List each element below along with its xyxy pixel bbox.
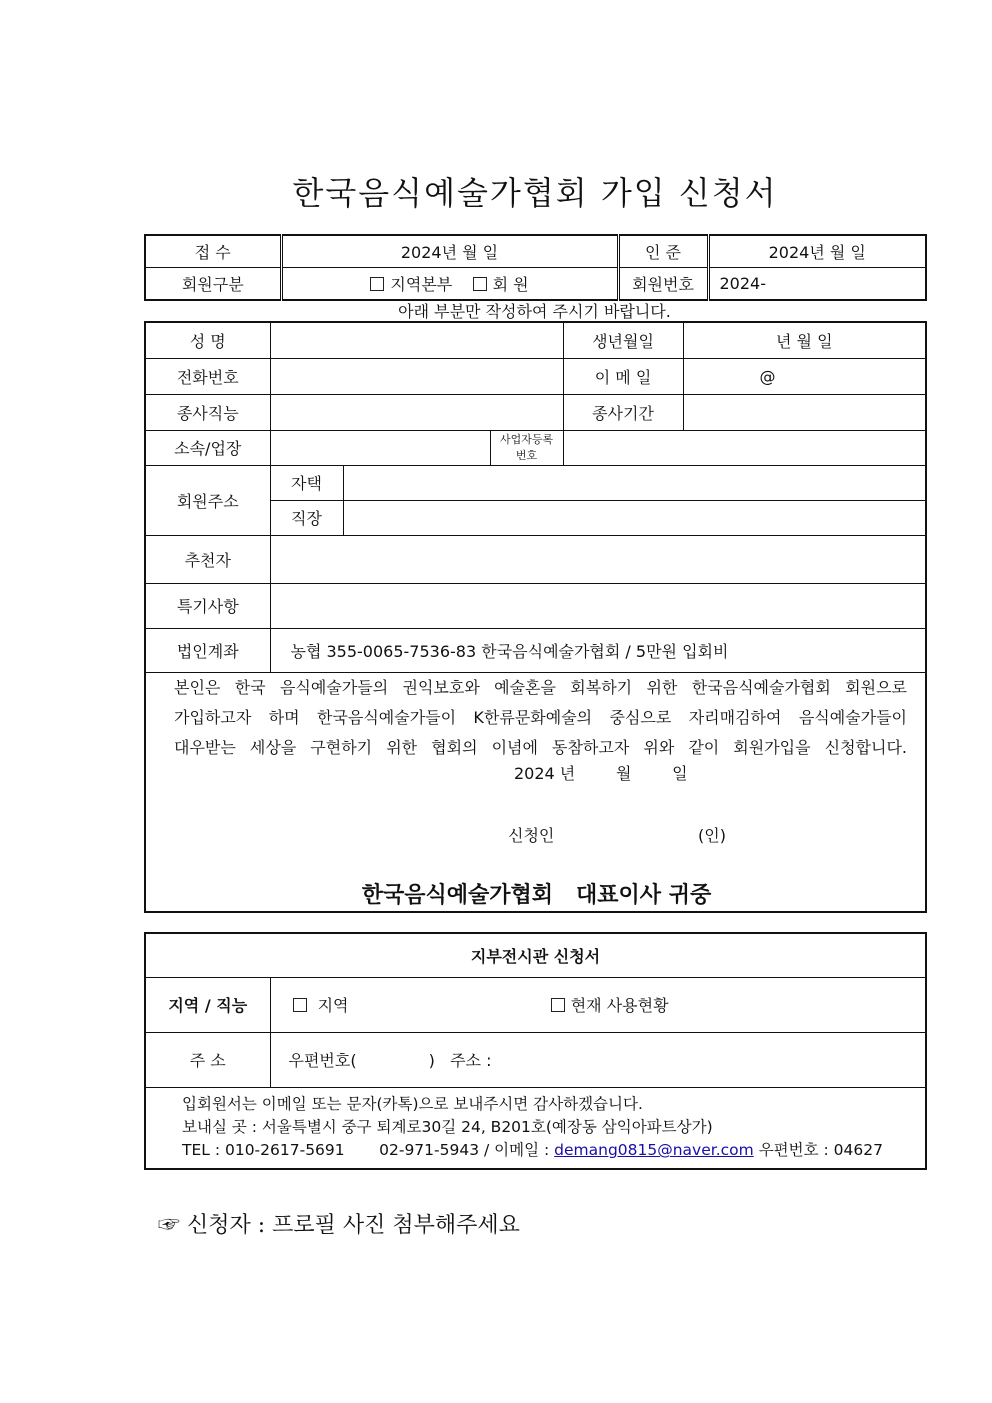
recipient-line: 한국음식예술가협회 대표이사 귀중: [361, 882, 712, 908]
affiliation-field[interactable]: [270, 430, 490, 465]
account-label: 법인계좌: [145, 628, 270, 672]
phone-label: 전화번호: [145, 358, 270, 394]
biz-no-label-line2: 번호: [515, 448, 538, 462]
approval-label: 인 준: [618, 235, 708, 268]
email-field[interactable]: @: [683, 358, 926, 394]
work-address-field[interactable]: [343, 500, 926, 535]
remarks-label: 특기사항: [145, 583, 270, 628]
approval-date[interactable]: 2024년 월 일: [708, 235, 926, 268]
region-option-label: 지역: [317, 996, 349, 1015]
address-label: 회원주소: [145, 465, 270, 535]
biz-no-label-line1: 사업자등록: [499, 432, 554, 446]
region-checkbox[interactable]: [293, 998, 307, 1012]
birth-label: 생년월일: [563, 322, 683, 358]
recommender-field[interactable]: [270, 535, 926, 583]
page-title: 한국음식예술가협회 가입 신청서: [292, 174, 778, 212]
reception-table: [144, 234, 927, 301]
declaration-date: 2024 년 월 일: [514, 763, 688, 783]
member-checkbox[interactable]: [473, 277, 487, 291]
period-label: 종사기간: [563, 394, 683, 430]
regional-option-label: 지역본부: [390, 275, 453, 294]
job-label: 종사직능: [145, 394, 270, 430]
member-no-label: 회원번호: [618, 268, 708, 301]
branch-address-label: 주 소: [145, 1032, 270, 1087]
affiliation-label: 소속/업장: [145, 430, 270, 465]
home-address-field[interactable]: [343, 465, 926, 500]
contact-line-2: 보내실 곳 : 서울특별시 중구 퇴계로30길 24, B201호(예장동 삼익아파트상가): [182, 1118, 713, 1137]
fill-instruction: 아래 부분만 작성하여 주시기 바랍니다.: [398, 302, 671, 321]
seal-mark: (인): [698, 825, 726, 845]
name-label: 성 명: [145, 322, 270, 358]
usage-option-label: 현재 사용현황: [570, 996, 669, 1015]
contact-tel: TEL : 010-2617-5691 02-971-5943 / 이메일 :: [182, 1141, 550, 1160]
postal-close: ): [428, 1051, 435, 1070]
photo-attach-note: ☞ 신청자 : 프로필 사진 첨부해주세요: [158, 1213, 520, 1238]
biz-no-label: [490, 430, 563, 465]
declaration-line-2: 가입하고자 하며 한국음식예술가들이 K한류문화예술의 중심으로 자리매김하여 음식예술가들이: [174, 707, 908, 727]
phone-field[interactable]: [270, 358, 563, 394]
biz-no-field[interactable]: [563, 430, 926, 465]
contact-line-3: [182, 1139, 925, 1162]
period-field[interactable]: [683, 394, 926, 430]
region-label: 지역 / 직능: [145, 977, 270, 1032]
branch-address-text: 주소 :: [450, 1051, 492, 1070]
member-option-label: 회 원: [492, 275, 529, 294]
contact-info: [145, 1087, 926, 1169]
declaration-line-3: 대우받는 세상을 구현하기 위한 협회의 이념에 동참하고자 위와 같이 회원가입을 신청합니다.: [174, 737, 908, 757]
member-type-label: 회원구분: [145, 268, 281, 301]
account-value: 농협 355-0065-7536-83 한국음식예술가협회 / 5만원 입회비: [270, 628, 926, 672]
contact-email-link[interactable]: demang0815@naver.com: [554, 1141, 754, 1160]
branch-address-field[interactable]: [270, 1032, 926, 1087]
recommender-label: 추천자: [145, 535, 270, 583]
reception-date[interactable]: 2024년 월 일: [281, 235, 618, 268]
declaration-line-1: 본인은 한국 음식예술가들의 권익보호와 예술혼을 회복하기 위한 한국음식예술가협회 회원으로: [174, 677, 908, 697]
contact-postal: 우편번호 : 04627: [758, 1141, 883, 1160]
region-field: [270, 977, 926, 1032]
birth-field[interactable]: 년 월 일: [683, 322, 926, 358]
reception-label: 접 수: [145, 235, 281, 268]
declaration-section: [145, 672, 926, 912]
branch-title: 지부전시관 신청서: [145, 933, 926, 977]
job-field[interactable]: [270, 394, 563, 430]
member-no-field[interactable]: 2024-: [708, 268, 926, 301]
home-address-label: 자택: [270, 465, 343, 500]
remarks-field[interactable]: [270, 583, 926, 628]
work-address-label: 직장: [270, 500, 343, 535]
applicant-label: 신청인: [508, 825, 555, 845]
member-type-options: [281, 268, 618, 301]
branch-application-table: [144, 932, 927, 1170]
application-form: [144, 321, 927, 913]
postal-label: 우편번호(: [288, 1051, 357, 1070]
regional-checkbox[interactable]: [370, 277, 384, 291]
name-field[interactable]: [270, 322, 563, 358]
usage-checkbox[interactable]: [551, 998, 565, 1012]
contact-line-1: 입회원서는 이메일 또는 문자(카톡)으로 보내주시면 감사하겠습니다.: [182, 1095, 643, 1114]
email-label: 이 메 일: [563, 358, 683, 394]
